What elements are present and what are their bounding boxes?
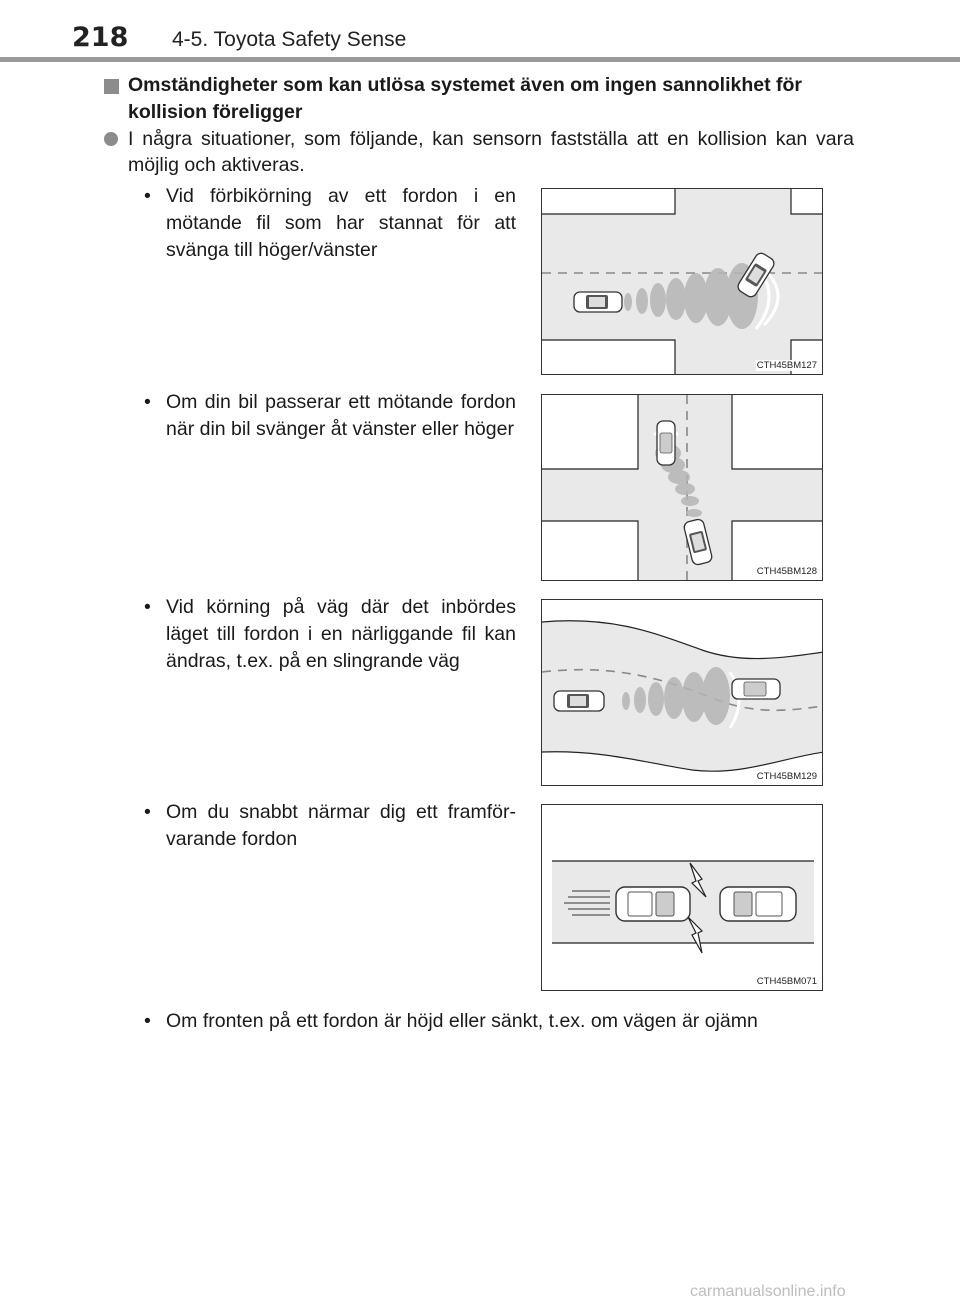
square-bullet-icon xyxy=(104,79,119,94)
header-rule xyxy=(0,57,960,62)
bullet: • xyxy=(144,391,151,413)
intro-paragraph xyxy=(104,126,854,178)
list-item-text: Om din bil passerar ett mötande fordon när din bil svänger åt vänster eller höger xyxy=(166,391,516,440)
figure-turning xyxy=(541,394,823,581)
figure-overtaking xyxy=(541,188,823,375)
footer-watermark: carmanualsonline.info xyxy=(690,1283,846,1300)
page-header xyxy=(0,0,960,62)
list-item-text: Vid förbikörning av ett fordon i en mötande fil som har stannat för att svänga till höger/vänster xyxy=(166,185,516,261)
bullet: • xyxy=(144,596,151,618)
list-item-text: Om fronten på ett fordon är höjd eller sänkt, t.ex. om vägen är ojämn xyxy=(166,1010,758,1032)
heading-text: Omständigheter som kan utlösa systemet även om ingen sannolikhet för kollision föreligger xyxy=(128,74,802,123)
bullet: • xyxy=(144,801,151,823)
circle-bullet-icon xyxy=(104,132,118,146)
list-item xyxy=(144,183,516,264)
section-heading xyxy=(104,72,864,126)
list-item xyxy=(144,799,516,853)
list-item xyxy=(144,1008,844,1035)
section-title: 4-5. Toyota Safety Sense xyxy=(172,28,407,51)
list-item-text: Om du snabbt närmar dig ett framförvarande fordon xyxy=(166,801,516,850)
bullet: • xyxy=(144,185,151,207)
list-item xyxy=(144,594,516,675)
figure-winding-road xyxy=(541,599,823,786)
list-item-text: Vid körning på väg där det inbördes läget till fordon i en närliggande fil kan ändras, t.ex. på en slingrande väg xyxy=(166,596,516,672)
intro-text: I några situationer, som följande, kan sensorn fastställa att en kollision kan vara möjlig och aktiveras. xyxy=(128,128,854,176)
list-item xyxy=(144,389,516,443)
figure-code: CTH45BM071 xyxy=(756,976,817,987)
figure-code: CTH45BM127 xyxy=(756,360,817,371)
bullet: • xyxy=(144,1010,151,1032)
figure-code: CTH45BM129 xyxy=(756,771,817,782)
page-number: 218 xyxy=(72,22,129,53)
figure-rapid-approach xyxy=(541,804,823,991)
figure-code: CTH45BM128 xyxy=(756,566,817,577)
